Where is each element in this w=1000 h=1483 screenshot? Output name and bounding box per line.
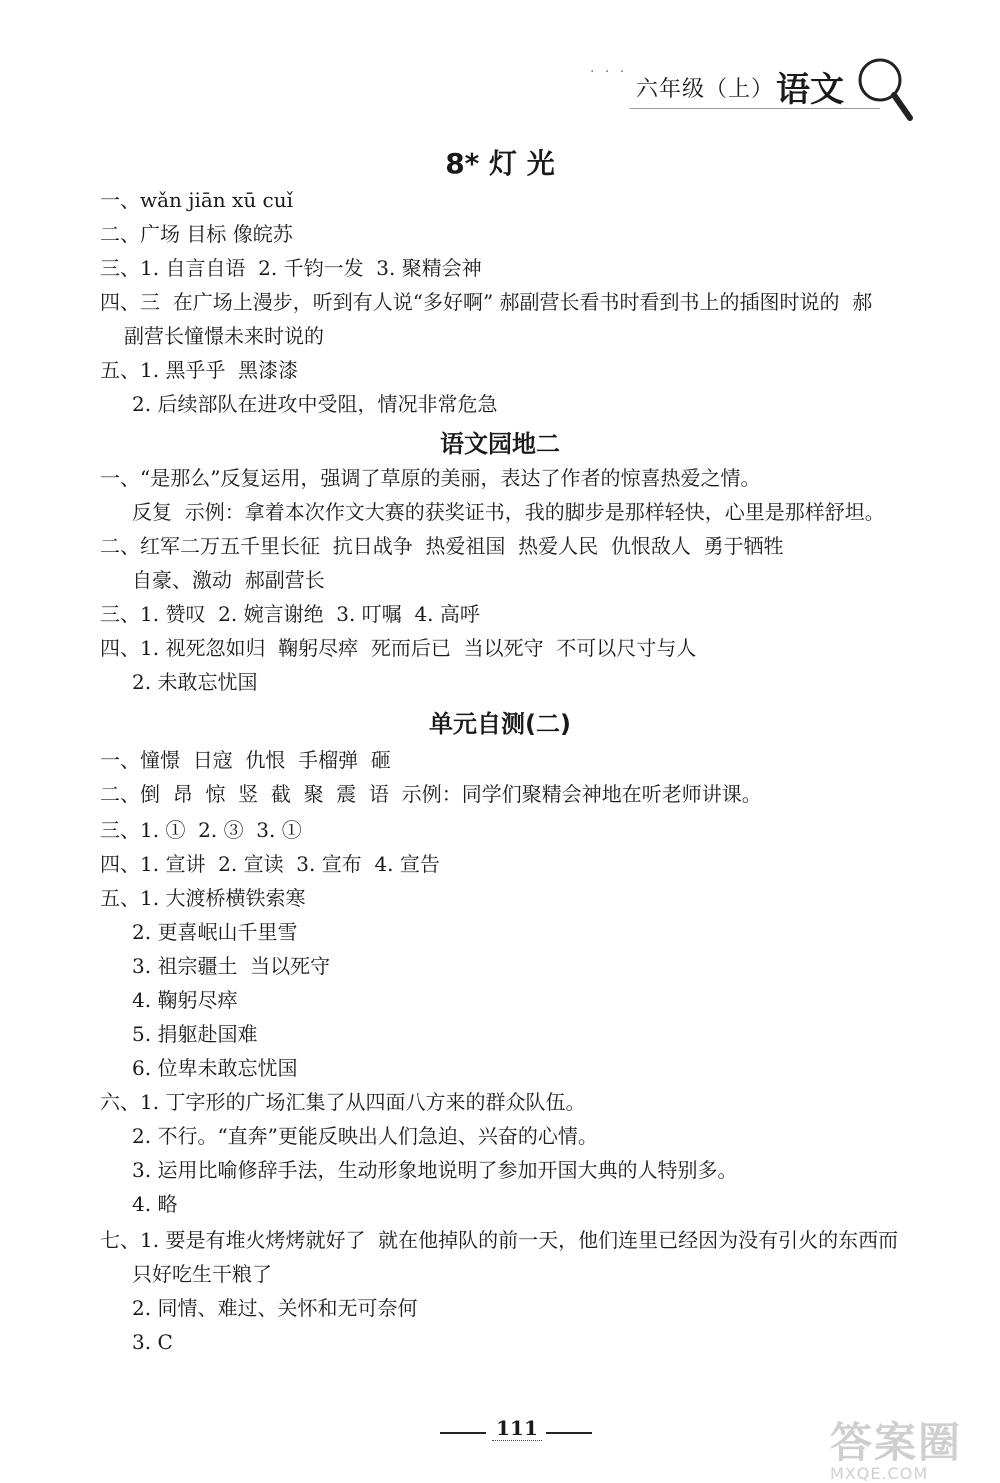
answer-line: 五、1. 黑乎乎 黑漆漆 [100,358,299,382]
watermark-url: MXQE.COM [830,1464,929,1483]
answer-line: 3. 祖宗疆土 当以死守 [132,954,331,978]
answer-line: 4. 略 [132,1192,178,1216]
answer-line: 二、倒 昂 惊 竖 截 聚 震 语 示例：同学们聚精会神地在听老师讲课。 [100,782,762,806]
answer-line: 反复 示例：拿着本次作文大赛的获奖证书，我的脚步是那样轻快，心里是那样舒坦。 [132,500,885,524]
answer-line: 四、三 在广场上漫步，听到有人说“多好啊” 郝副营长看书时看到书上的插图时说的 郝 [100,290,873,314]
header-grade: 六年级（上） [636,77,775,102]
answer-line: 一、憧憬 日寇 仇恨 手榴弹 砸 [100,748,391,772]
answer-line: 六、1. 丁字形的广场汇集了从四面八方来的群众队伍。 [100,1090,586,1114]
answer-line: 只好吃生干粮了 [132,1262,272,1286]
page-number: 111 [492,1416,542,1441]
answer-line: 五、1. 大渡桥横铁索寒 [100,886,306,910]
answer-line: 2. 后续部队在进攻中受阻，情况非常危急 [132,392,498,416]
answer-line: 二、广场 目标 像皖苏 [100,222,293,246]
header-rule [630,108,880,109]
answer-line: 2. 更喜岷山千里雪 [132,920,298,944]
answer-line: 4. 鞠躬尽瘁 [132,988,238,1012]
answer-line: 3. 运用比喻修辞手法，生动形象地说明了参加开国大典的人特别多。 [132,1158,738,1182]
watermark [830,1410,962,1483]
answer-line: 3. C [132,1330,173,1354]
answer-line: 2. 不行。“直奔”更能反映出人们急迫、兴奋的心情。 [132,1124,598,1148]
answer-line: 四、1. 视死忽如归 鞠躬尽瘁 死而后已 当以死守 不可以尺寸与人 [100,636,697,660]
answer-line: 自豪、激动 郝副营长 [132,568,325,592]
footer-dash-right [546,1432,592,1434]
header-dots: · · · [590,64,628,80]
watermark-text: 答案圈 [830,1418,963,1467]
magnifier-icon [852,50,922,130]
answer-line: 2. 同情、难过、关怀和无可奈何 [132,1296,418,1320]
footer-dash-left [440,1432,486,1434]
answer-line: 一、wǎn jiān xū cuǐ [100,188,294,212]
section-title: 语文园地二 [440,430,560,458]
section-title: 8* 灯 光 [445,147,555,180]
page-header [590,56,1000,126]
answer-line: 一、“是那么”反复运用，强调了草原的美丽，表达了作者的惊喜热爱之情。 [100,466,761,490]
answer-line: 副营长憧憬未来时说的 [124,324,324,348]
answer-line: 2. 未敢忘忧国 [132,670,258,694]
answer-line: 6. 位卑未敢忘忧国 [132,1056,298,1080]
section-title: 单元自测(二) [429,710,571,738]
answer-line: 七、1. 要是有堆火烤烤就好了 就在他掉队的前一天，他们连里已经因为没有引火的东西而 [100,1228,899,1252]
answer-line: 四、1. 宣讲 2. 宣读 3. 宣布 4. 宣告 [100,852,440,876]
answer-line: 5. 捐躯赴国难 [132,1022,258,1046]
answer-line: 二、红军二万五千里长征 抗日战争 热爱祖国 热爱人民 仇恨敌人 勇于牺牲 [100,534,784,558]
answer-line: 三、1. ① 2. ③ 3. ① [100,818,302,842]
answer-line: 三、1. 赞叹 2. 婉言谢绝 3. 叮嘱 4. 高呼 [100,602,480,626]
answer-line: 三、1. 自言自语 2. 千钧一发 3. 聚精会神 [100,256,482,280]
header-subject: 语文 [776,70,844,110]
